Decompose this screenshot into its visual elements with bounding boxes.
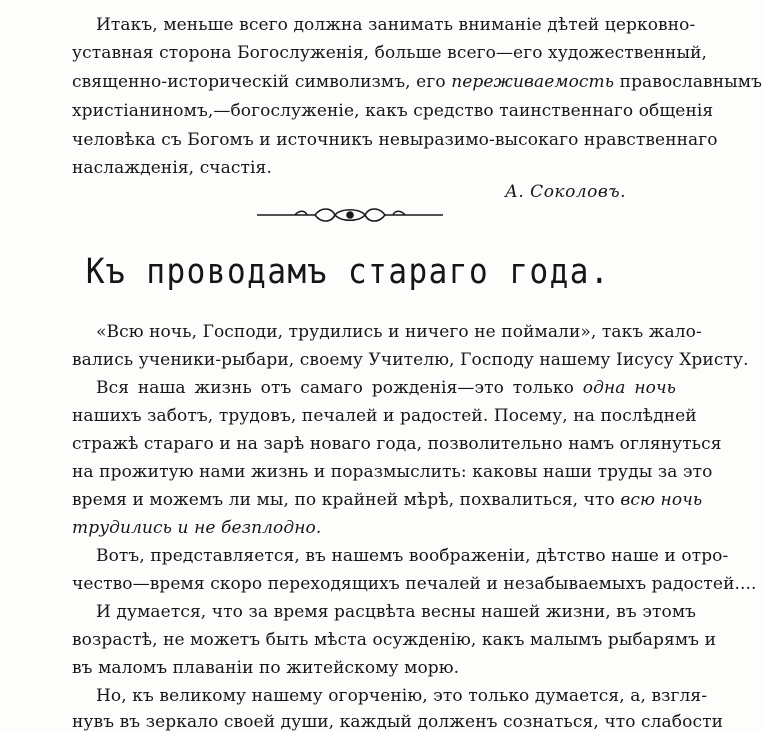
paragraph-3-line-2: чество—время скоро переходящихъ печалей и незабываемыхъ радостей.... — [72, 574, 757, 594]
paragraph-2-line-1: «Всю ночь, Господи, трудились и ничего не поймали», такъ жало- — [96, 322, 702, 342]
paragraph-2-line-6: на прожитую нами жизнь и поразмыслить: каковы наши труды за это — [72, 462, 713, 482]
paragraph-1-line-1: Итакъ, меньше всего должна занимать вниманіе дѣтей церковно- — [96, 15, 696, 35]
paragraph-4-line-3: въ маломъ плаваніи по житейскому морю. — [72, 658, 460, 678]
paragraph-2-line-4: нашихъ заботъ, трудовъ, печалей и радостей. Посему, на послѣдней — [72, 406, 697, 426]
ornament-divider-icon — [255, 205, 445, 225]
paragraph-2-line-3: Вся наша жизнь отъ самаго рожденія—это только одна ночь — [96, 378, 676, 398]
paragraph-2-line-8: трудились и не безплодно. — [72, 518, 322, 538]
paragraph-1-line-6: наслажденія, счастія. — [72, 158, 272, 178]
paragraph-2-line-5: стражѣ стараго и на зарѣ новаго года, позволительно намъ оглянуться — [72, 434, 722, 454]
paragraph-4-line-2: возрастѣ, не можетъ быть мѣста осужденію, какъ малымъ рыбарямъ и — [72, 630, 717, 650]
emphasis-word: переживаемость — [451, 72, 615, 92]
paragraph-4-line-1: И думается, что за время расцвѣта весны нашей жизни, въ этомъ — [96, 602, 697, 622]
paragraph-1-line-4: христіаниномъ,—богослуженіе, какъ средство таинственнаго общенія — [72, 101, 714, 121]
paragraph-2-line-2: вались ученики-рыбари, своему Учителю, Господу нашему Іисусу Христу. — [72, 350, 749, 370]
paragraph-1-line-2: уставная сторона Богослуженія, больше всего—его художественный, — [72, 43, 708, 63]
paragraph-2-line-7: время и можемъ ли мы, по крайней мѣрѣ, похвалиться, что всю ночь — [72, 490, 703, 510]
article-heading: Къ проводамъ стараго года. — [85, 251, 611, 293]
paragraph-5-line-1: Но, къ великому нашему огорченію, это только думается, а, взгля- — [96, 686, 708, 706]
paragraph-3-line-1: Вотъ, представляется, въ нашемъ воображеніи, дѣтство наше и отро- — [96, 546, 729, 566]
paragraph-1-line-5: человѣка съ Богомъ и источникъ невыразимо-высокаго нравственнаго — [72, 130, 718, 150]
author-signature: А. Соколовъ. — [505, 182, 626, 202]
paragraph-1-line-3: священно-историческій символизмъ, его переживаемость православнымъ — [72, 72, 762, 92]
paragraph-5-line-2: нувъ въ зеркало своей души, каждый долженъ сознаться, что слабости — [72, 712, 724, 732]
